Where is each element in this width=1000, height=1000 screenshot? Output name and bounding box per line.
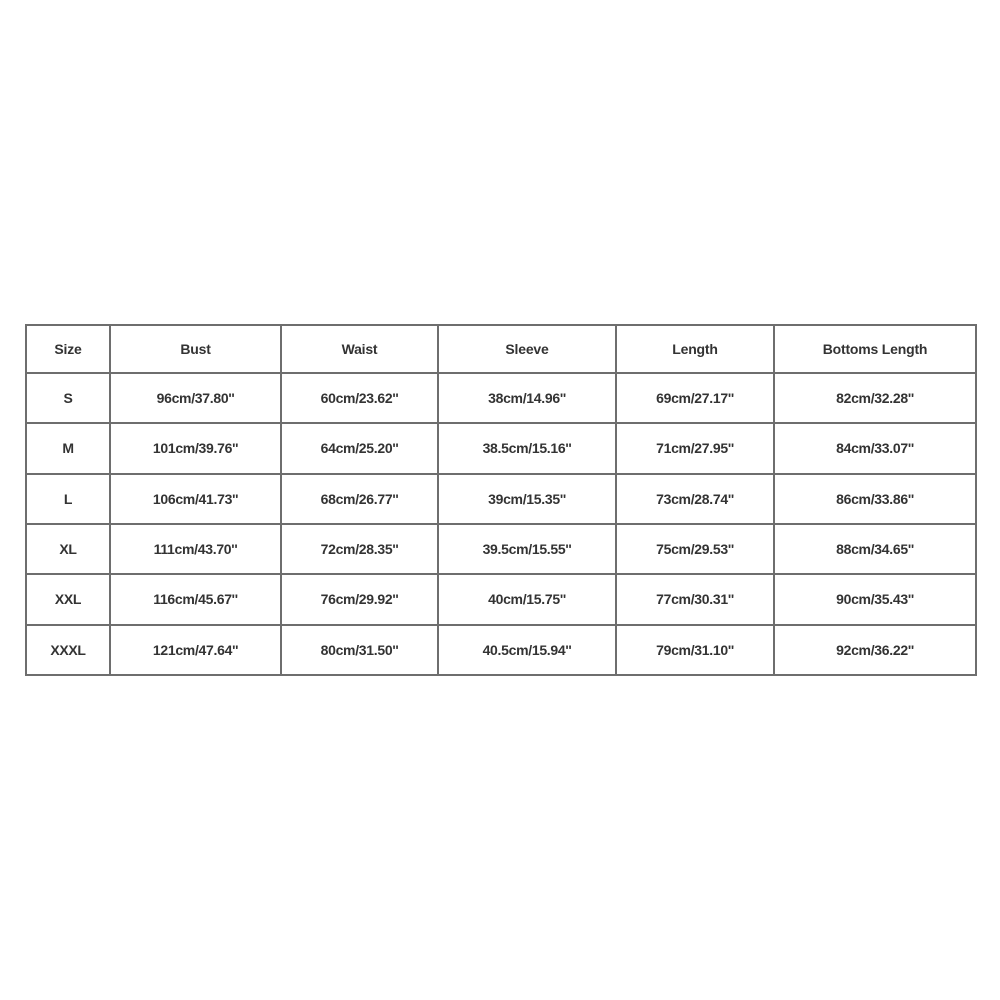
table-row bbox=[26, 423, 976, 473]
size-cell: M bbox=[26, 423, 110, 473]
bust-cell: 101cm/39.76'' bbox=[110, 423, 281, 473]
bust-cell: 96cm/37.80'' bbox=[110, 373, 281, 423]
waist-cell: 76cm/29.92'' bbox=[281, 574, 438, 624]
bust-cell: 121cm/47.64'' bbox=[110, 625, 281, 675]
length-cell: 79cm/31.10'' bbox=[616, 625, 774, 675]
length-cell: 69cm/27.17'' bbox=[616, 373, 774, 423]
header-sleeve: Sleeve bbox=[438, 325, 616, 373]
waist-cell: 64cm/25.20'' bbox=[281, 423, 438, 473]
sleeve-cell: 39.5cm/15.55'' bbox=[438, 524, 616, 574]
sleeve-cell: 38.5cm/15.16'' bbox=[438, 423, 616, 473]
header-bottoms-length: Bottoms Length bbox=[774, 325, 976, 373]
table-row bbox=[26, 625, 976, 675]
sleeve-cell: 39cm/15.35'' bbox=[438, 474, 616, 524]
header-length: Length bbox=[616, 325, 774, 373]
sleeve-cell: 40.5cm/15.94'' bbox=[438, 625, 616, 675]
size-cell: XL bbox=[26, 524, 110, 574]
bottoms-length-cell: 84cm/33.07'' bbox=[774, 423, 976, 473]
size-cell: XXXL bbox=[26, 625, 110, 675]
table-row bbox=[26, 524, 976, 574]
header-bust: Bust bbox=[110, 325, 281, 373]
waist-cell: 72cm/28.35'' bbox=[281, 524, 438, 574]
size-cell: XXL bbox=[26, 574, 110, 624]
length-cell: 75cm/29.53'' bbox=[616, 524, 774, 574]
size-cell: S bbox=[26, 373, 110, 423]
table-row bbox=[26, 574, 976, 624]
bottoms-length-cell: 90cm/35.43'' bbox=[774, 574, 976, 624]
size-chart-table bbox=[25, 324, 977, 676]
sleeve-cell: 38cm/14.96'' bbox=[438, 373, 616, 423]
bottoms-length-cell: 88cm/34.65'' bbox=[774, 524, 976, 574]
sleeve-cell: 40cm/15.75'' bbox=[438, 574, 616, 624]
waist-cell: 80cm/31.50'' bbox=[281, 625, 438, 675]
bottoms-length-cell: 82cm/32.28'' bbox=[774, 373, 976, 423]
header-row bbox=[26, 325, 976, 373]
bust-cell: 111cm/43.70'' bbox=[110, 524, 281, 574]
size-cell: L bbox=[26, 474, 110, 524]
bust-cell: 106cm/41.73'' bbox=[110, 474, 281, 524]
length-cell: 73cm/28.74'' bbox=[616, 474, 774, 524]
bottoms-length-cell: 92cm/36.22'' bbox=[774, 625, 976, 675]
header-size: Size bbox=[26, 325, 110, 373]
length-cell: 71cm/27.95'' bbox=[616, 423, 774, 473]
header-waist: Waist bbox=[281, 325, 438, 373]
length-cell: 77cm/30.31'' bbox=[616, 574, 774, 624]
table-row bbox=[26, 474, 976, 524]
table-row bbox=[26, 373, 976, 423]
bust-cell: 116cm/45.67'' bbox=[110, 574, 281, 624]
bottoms-length-cell: 86cm/33.86'' bbox=[774, 474, 976, 524]
waist-cell: 60cm/23.62'' bbox=[281, 373, 438, 423]
waist-cell: 68cm/26.77'' bbox=[281, 474, 438, 524]
